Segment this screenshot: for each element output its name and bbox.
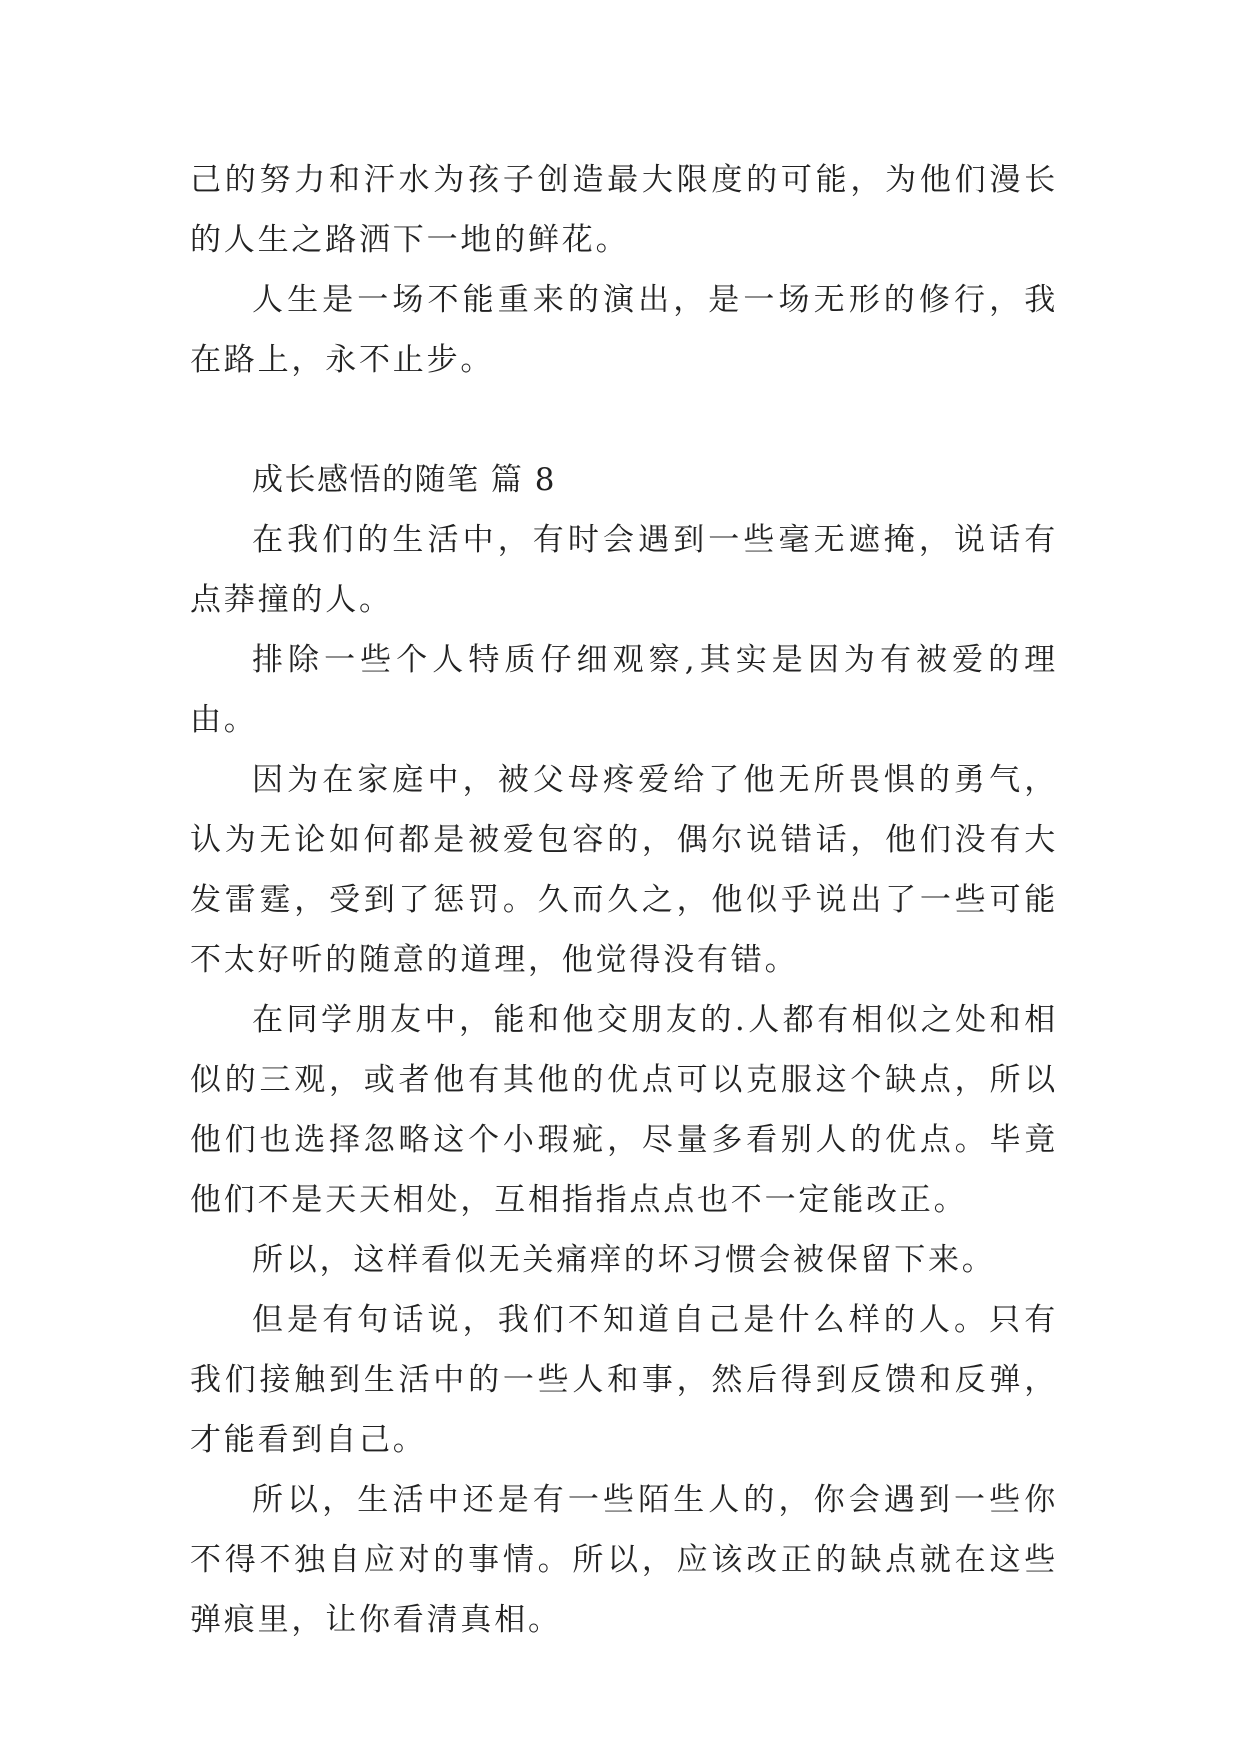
paragraph: 所以，生活中还是有一些陌生人的，你会遇到一些你不得不独自应对的事情。所以，应该改正的缺点就在这些弹痕里，让你看清真相。 xyxy=(190,1482,1058,1638)
paragraph: 但是有句话说，我们不知道自己是什么样的人。只有我们接触到生活中的一些人和事，然后得到反馈和反弹，才能看到自己。 xyxy=(190,1302,1058,1458)
document-body xyxy=(190,150,1058,1650)
paragraph: 在我们的生活中，有时会遇到一些毫无遮掩，说话有点莽撞的人。 xyxy=(190,522,1058,618)
paragraph: 在同学朋友中，能和他交朋友的.人都有相似之处和相似的三观，或者他有其他的优点可以克服这个缺点，所以他们也选择忽略这个小瑕疵，尽量多看别人的优点。毕竟他们不是天天相处，互相指指点点也不一定能改正。 xyxy=(190,1002,1058,1218)
paragraph: 人生是一场不能重来的演出，是一场无形的修行，我在路上，永不止步。 xyxy=(190,282,1058,378)
paragraph: 因为在家庭中，被父母疼爱给了他无所畏惧的勇气，认为无论如何都是被爱包容的，偶尔说错话，他们没有大发雷霆，受到了惩罚。久而久之，他似乎说出了一些可能不太好听的随意的道理，他觉得没有错。 xyxy=(190,762,1058,978)
paragraph-continued: 己的努力和汗水为孩子创造最大限度的可能，为他们漫长的人生之路洒下一地的鲜花。 xyxy=(190,162,1058,258)
paragraph: 所以，这样看似无关痛痒的坏习惯会被保留下来。 xyxy=(252,1242,996,1278)
paragraph: 排除一些个人特质仔细观察,其实是因为有被爱的理由。 xyxy=(190,642,1058,738)
section-title: 成长感悟的随笔 篇 8 xyxy=(252,462,556,498)
